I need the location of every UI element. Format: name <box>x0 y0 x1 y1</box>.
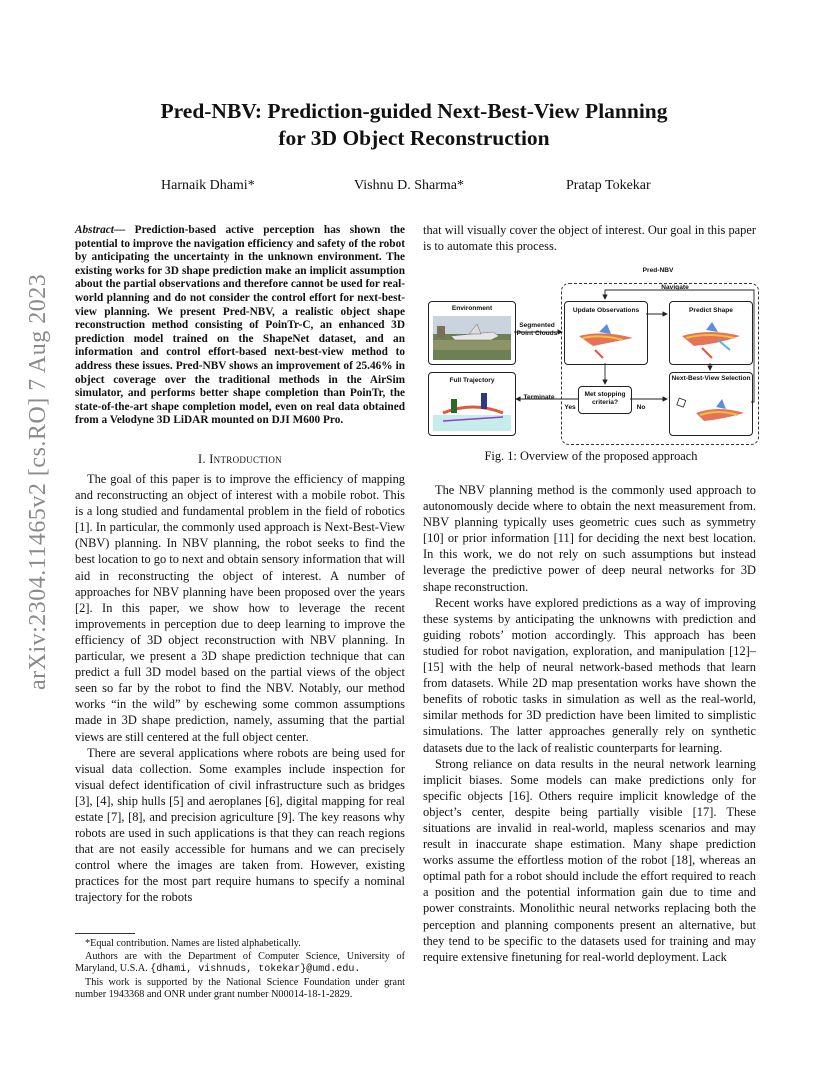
paragraph: that will visually cover the object of interest. Our goal in this paper is to automate this process. <box>423 223 756 254</box>
figure-caption: Fig. 1: Overview of the proposed approach <box>484 449 698 463</box>
no-label: No <box>636 404 646 411</box>
section-title: Introduction <box>209 452 282 466</box>
footnote-equal: *Equal contribution. Names are listed alphabetically. <box>85 938 301 949</box>
terminate-label: Terminate <box>523 394 555 401</box>
author-3: Pratap Tokekar <box>566 178 651 193</box>
title-line-2: for 3D Object Reconstruction <box>278 126 550 150</box>
paragraph: Strong reliance on data results in the neural network learning implicit biases. Some models can make predictions only for specific objects [16]. Others require implicit knowledge of the object’s center, despite being partially visible [17]. These situations are invalid in real-world, mapless scenarios and may result in inaccurate shape estimation. Many shape prediction works assume the effortless motion of the robot [18], whereas an optimal path for a robot should include the effort required to reach a position and the potential information gain due to time and power constraints. Monolithic neural networks replacing both the perception and planning components present an alternative, but they tend to be specific to the datasets used for training and may require extensive finetuning for real-world deployment. Lack <box>423 756 756 964</box>
arxiv-stamp: arXiv:2304.11465v2 [cs.RO] 7 Aug 2023 <box>25 273 51 690</box>
author-1: Harnaik Dhami* <box>161 178 255 193</box>
nbv-selection-label: Next-Best-View Selection <box>671 375 751 382</box>
section-heading <box>75 452 405 467</box>
paragraph: There are several applications where robots are being used for visual data collection. Some examples include inspection for visual defect identification of civil infrastructure such as bridges [3], [4], ship hulls [5] and aeroplanes [6], digital mapping for real estate [7], [8], and precision agriculture [9]. The key reasons why robots are used in such applications is that they can reach regions that are not easily accessible for humans and we can precisely control where the images are taken from. However, existing practices for the most part require humans to specify a nominal trajectory for the robots <box>75 745 405 905</box>
full-trajectory-label: Full Trajectory <box>449 377 495 384</box>
paragraph: Recent works have explored predictions as a way of improving these systems by anticipating the unknowns with prediction and guiding robots’ motion accordingly. This approach has been studied for robot navigation, exploration, and manipulation [12]–[15] with the help of neural network-based methods that learn from datasets. While 2D map presentation works have shown the benefits of robotic tasks in simulation as well as the real-world, similar methods for 3D prediction have been limited to simplistic simulations. The latter approaches generally rely on synthetic datasets due to the lack of realistic counterparts for learning. <box>423 595 756 755</box>
footnotes <box>75 938 405 1002</box>
fig-navigate: Navigate <box>661 284 689 291</box>
left-column-body <box>75 471 405 906</box>
right-column-top <box>423 222 756 254</box>
abstract <box>75 224 405 428</box>
paper-title <box>80 98 748 152</box>
footnote-rule <box>75 933 135 934</box>
abstract-text: — Prediction-based active perception has shown the potential to improve the navigation efficiency and safety of the robot by anticipating the uncertainty in the unknown environment. The existing works for 3D shape prediction make an implicit assumption about the partial observations and therefore cannot be used for real-world planning and do not consider the control effort for next-best-view planning. We present Pred-NBV, a realistic object shape reconstruction method consisting of PoinTr-C, an enhanced 3D prediction model trained on the ShapeNet dataset, and an information and control effort-based next-best-view method to address these issues. Pred-NBV shows an improvement of 25.46% in object coverage over the traditional methods in the AirSim simulator, and performs better shape completion than PoinTr, the state-of-the-art shape completion model, even on real data obtained from a Velodyne 3D LiDAR mounted on DJI M600 Pro. <box>75 224 405 427</box>
update-observations-label: Update Observations <box>572 307 640 314</box>
right-column-body <box>423 482 756 965</box>
stopping-criteria-label: Met stopping criteria? <box>584 391 626 406</box>
title-line-1: Pred-NBV: Prediction-guided Next-Best-View Planning <box>160 99 668 123</box>
footnote-emails: {dhami, vishnuds, tokekar}@umd.edu. <box>150 964 361 976</box>
paragraph: The NBV planning method is the commonly used approach to autonomously decide where to obtain the next measurement from. NBV planning typically uses geometric cues such as symmetry [10] or prior information [11] for deciding the next best location. In this work, we do not rely on such assumptions but instead leverage the predictive power of deep neural networks for 3D shape reconstruction. <box>423 483 756 594</box>
author-2: Vishnu D. Sharma* <box>354 178 464 193</box>
footnote-affiliation: Authors are with the Department of Computer Science, University of Maryland, U.S.A. {dhami, vishnuds, tokekar}@umd.edu. <box>75 950 405 976</box>
footnote-funding: This work is supported by the National Science Foundation under grant number 1943368 and ONR under grant number N00014-18-1-2829. <box>75 976 405 1001</box>
fig-title: Pred-NBV <box>642 267 674 274</box>
environment-label: Environment <box>451 305 493 312</box>
predict-shape-label: Predict Shape <box>689 307 733 314</box>
figure-arrows <box>423 264 759 444</box>
abstract-lead: Abstract <box>75 224 114 236</box>
section-number: I. <box>198 452 206 466</box>
segmented-label: Segmented Point Clouds <box>516 322 558 337</box>
figure-1 <box>423 264 759 444</box>
paragraph: The goal of this paper is to improve the efficiency of mapping and reconstructing an object of interest with a mobile robot. This is a long studied and fundamental problem in the field of robotics [1]. In particular, the commonly used approach is Next-Best-View (NBV) planning. In NBV planning, the robot seeks to find the best location to go to next and obtain sensory information that will aid in reconstructing the object of interest. A number of approaches for NBV planning have been proposed over the years [2]. In this paper, we show how to leverage the recent improvements in perception due to deep learning to improve the efficiency of 3D object reconstruction with NBV planning. In particular, we present a 3D shape prediction technique that can predict a full 3D model based on the partial views of the object seen so far by the robot to find the NBV. Notably, our method works “in the wild” by eschewing some common assumptions made in 3D shape prediction, namely, assuming that the partial views are still centered at the full object center. <box>75 472 406 744</box>
yes-label: Yes <box>564 404 576 411</box>
